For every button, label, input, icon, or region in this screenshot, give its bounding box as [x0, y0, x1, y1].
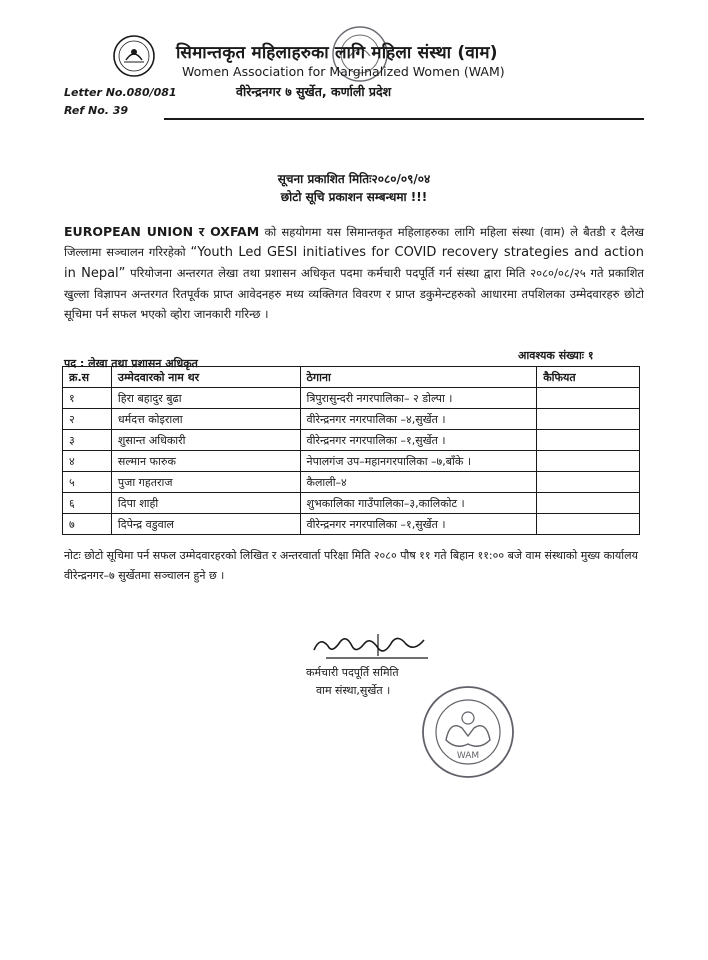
cell-name: सल्मान फारुक [111, 451, 300, 472]
table-row [63, 451, 640, 472]
cell-address: वीरेन्द्रनगर नगरपालिका –१,सुर्खेत । [300, 514, 537, 535]
table-row [63, 514, 640, 535]
col-name: उम्मेदवारको नाम थर [111, 367, 300, 388]
cell-serial: ४ [63, 451, 112, 472]
letter-number: Letter No.080/081 [64, 86, 177, 99]
org-logo-icon [112, 34, 156, 78]
col-remarks: कैफियत [537, 367, 640, 388]
required-count: आवश्यक संख्याः १ [518, 349, 594, 362]
signature-icon [306, 628, 436, 668]
notice-subject: छोटो सूचि प्रकाशन सम्बन्धमा !!! [280, 190, 428, 204]
cell-serial: ५ [63, 472, 112, 493]
cell-remarks [537, 451, 640, 472]
table-row [63, 409, 640, 430]
cell-serial: २ [63, 409, 112, 430]
cell-address: कैलाली–४ [300, 472, 537, 493]
cell-serial: ६ [63, 493, 112, 514]
cell-name: धर्मदत्त कोइराला [111, 409, 300, 430]
candidate-table [62, 366, 640, 535]
cell-name: दिपा शाही [111, 493, 300, 514]
project-title: “Youth Led GESI initiatives for COVID recovery strategies and action in Nepal” [64, 245, 644, 281]
cell-remarks [537, 493, 640, 514]
cell-name: दिपेन्द्र वडुवाल [111, 514, 300, 535]
funders: EUROPEAN UNION र OXFAM [64, 224, 260, 239]
table-row [63, 472, 640, 493]
wam-stamp-icon [420, 684, 516, 780]
cell-address: शुभकालिका गाउँपालिका–३,कालिकोट । [300, 493, 537, 514]
reference-number: Ref No. 39 [64, 104, 129, 117]
post-title: पद : लेखा तथा प्रशासन अधिकृत [64, 357, 198, 370]
notice-body [64, 222, 644, 324]
body-part-2: परियोजना अन्तरगत लेखा तथा प्रशासन अधिकृत पदमा कर्मचारी पदपूर्ति गर्न संस्था द्वारा मिति २०८०/०८/२५ गते प्रकाशित खुल्ला विज्ञापन अन्तरगत रितपूर्वक प्राप्त आवेदनहरु मध्य व्यक्तिगत विवरण र प्राप्त डकुमेन्टहरुको आधारमा तपशिलका उम्मेदवारहरु छोटो सूचिमा पर्न सफल भएको व्होरा जानकारी गरिन्छ । [64, 266, 644, 321]
org-name-nepali: सिमान्तकृत महिलाहरुका लागि महिला संस्था (वाम) [176, 43, 498, 63]
cell-name: हिरा बहादुर बुढा [111, 388, 300, 409]
table-header-row [63, 367, 640, 388]
cell-serial: ७ [63, 514, 112, 535]
stamp-label: WAM [456, 751, 480, 761]
body-part-1: को सहयोगमा यस सिमान्तकृत महिलाहरुका लागि महिला संस्था (वाम) ले बैतडी र दैलेख जिल्लामा सञ्चालन गरिरहेको [64, 225, 644, 259]
cell-name: शुसान्त अधिकारी [111, 430, 300, 451]
org-name-english: Women Association for Marginalized Women (WAM) [182, 64, 505, 79]
col-address: ठेगाना [300, 367, 537, 388]
cell-remarks [537, 388, 640, 409]
cell-serial: १ [63, 388, 112, 409]
cell-remarks [537, 514, 640, 535]
cell-name: पुजा गहतराज [111, 472, 300, 493]
notice-date: सूचना प्रकाशित मितिः२०८०/०९/०४ [277, 172, 431, 186]
table-row [63, 493, 640, 514]
cell-serial: ३ [63, 430, 112, 451]
org-address: वीरेन्द्रनगर ७ सुर्खेत, कर्णाली प्रदेश [236, 84, 392, 99]
header-divider [164, 118, 644, 120]
cell-remarks [537, 409, 640, 430]
table-row [63, 430, 640, 451]
signatory-committee: कर्मचारी पदपूर्ति समिति [306, 666, 399, 679]
cell-address: वीरेन्द्रनगर नगरपालिका –४,सुर्खेत । [300, 409, 537, 430]
table-row [63, 388, 640, 409]
cell-address: वीरेन्द्रनगर नगरपालिका –१,सुर्खेत । [300, 430, 537, 451]
cell-remarks [537, 472, 640, 493]
cell-address: नेपालगंज उप–महानगरपालिका –७,बाँके । [300, 451, 537, 472]
signatory-org: वाम संस्था,सुर्खेत । [316, 684, 391, 697]
cell-address: त्रिपुरासुन्दरी नगरपालिका– २ डोल्पा । [300, 388, 537, 409]
cell-remarks [537, 430, 640, 451]
col-serial: क्र.स [63, 367, 112, 388]
exam-note: नोटः छोटो सूचिमा पर्न सफल उम्मेदवारहरको लिखित र अन्तरवार्ता परिक्षा मिति २०८० पौष ११ गते बिहान ११:०० बजे वाम संस्थाको मुख्य कार्यालय वीरेन्द्रनगर–७ सुर्खेतमा सञ्चालन हुने छ । [64, 549, 638, 582]
